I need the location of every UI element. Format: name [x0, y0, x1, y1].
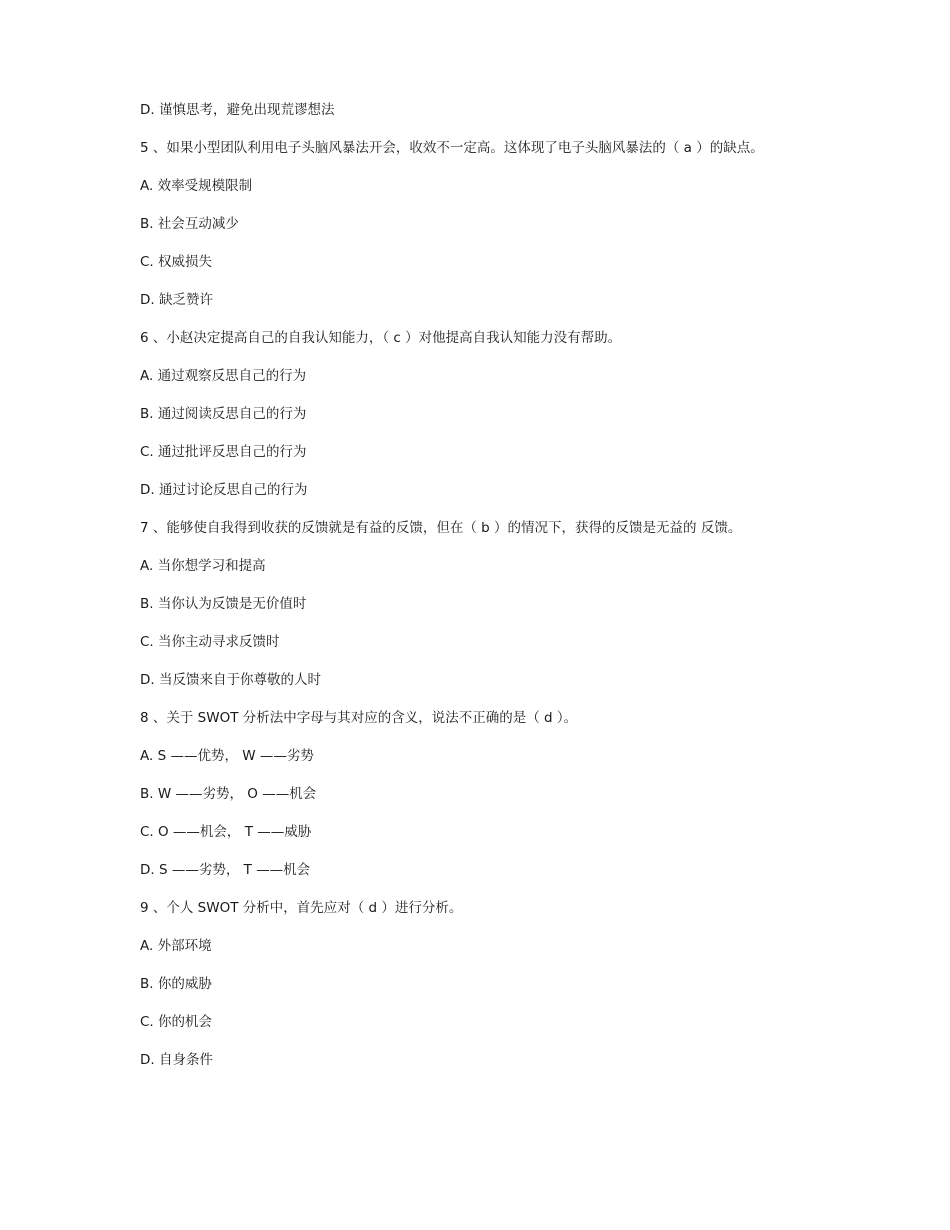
question-line: 5 、如果小型团队利用电子头脑风暴法开会，收效不一定高。这体现了电子头脑风暴法的（ a ）的缺点。 — [140, 140, 764, 156]
option-line: A. 通过观察反思自己的行为 — [140, 368, 307, 384]
question-line: 8 、关于 SWOT 分析法中字母与其对应的含义，说法不正确的是（ d ）。 — [140, 710, 578, 726]
option-line: B. 通过阅读反思自己的行为 — [140, 406, 307, 422]
option-line: A. 外部环境 — [140, 938, 212, 954]
option-line: B. 当你认为反馈是无价值时 — [140, 596, 307, 612]
option-line: D. S ——劣势， T ——机会 — [140, 862, 311, 878]
option-line: C. 你的机会 — [140, 1014, 213, 1030]
question-line: 7 、能够使自我得到收获的反馈就是有益的反馈，但在（ b ）的情况下，获得的反馈是无益的 反馈。 — [140, 520, 742, 536]
option-line: D. 缺乏赞许 — [140, 292, 213, 308]
option-line: C. 权威损失 — [140, 254, 213, 270]
option-line: B. W ——劣势， O ——机会 — [140, 786, 317, 802]
option-line: B. 你的威胁 — [140, 976, 212, 992]
question-line: 9 、个人 SWOT 分析中，首先应对（ d ）进行分析。 — [140, 900, 463, 916]
option-line: D. 自身条件 — [140, 1052, 213, 1068]
option-line: C. 当你主动寻求反馈时 — [140, 634, 280, 650]
option-line: C. 通过批评反思自己的行为 — [140, 444, 307, 460]
question-list — [140, 100, 920, 1088]
option-line: B. 社会互动减少 — [140, 216, 239, 232]
option-line: A. 效率受规模限制 — [140, 178, 253, 194]
option-line: C. O ——机会， T ——威胁 — [140, 824, 312, 840]
option-line: A. 当你想学习和提高 — [140, 558, 266, 574]
question-line: 6 、小赵决定提高自己的自我认知能力，（ c ）对他提高自我认知能力没有帮助。 — [140, 330, 622, 346]
option-line: D. 通过讨论反思自己的行为 — [140, 482, 308, 498]
option-line: A. S ——优势， W ——劣势 — [140, 748, 314, 764]
option-line: D. 谨慎思考，避免出现荒谬想法 — [140, 102, 335, 118]
option-line: D. 当反馈来自于你尊敬的人时 — [140, 672, 321, 688]
